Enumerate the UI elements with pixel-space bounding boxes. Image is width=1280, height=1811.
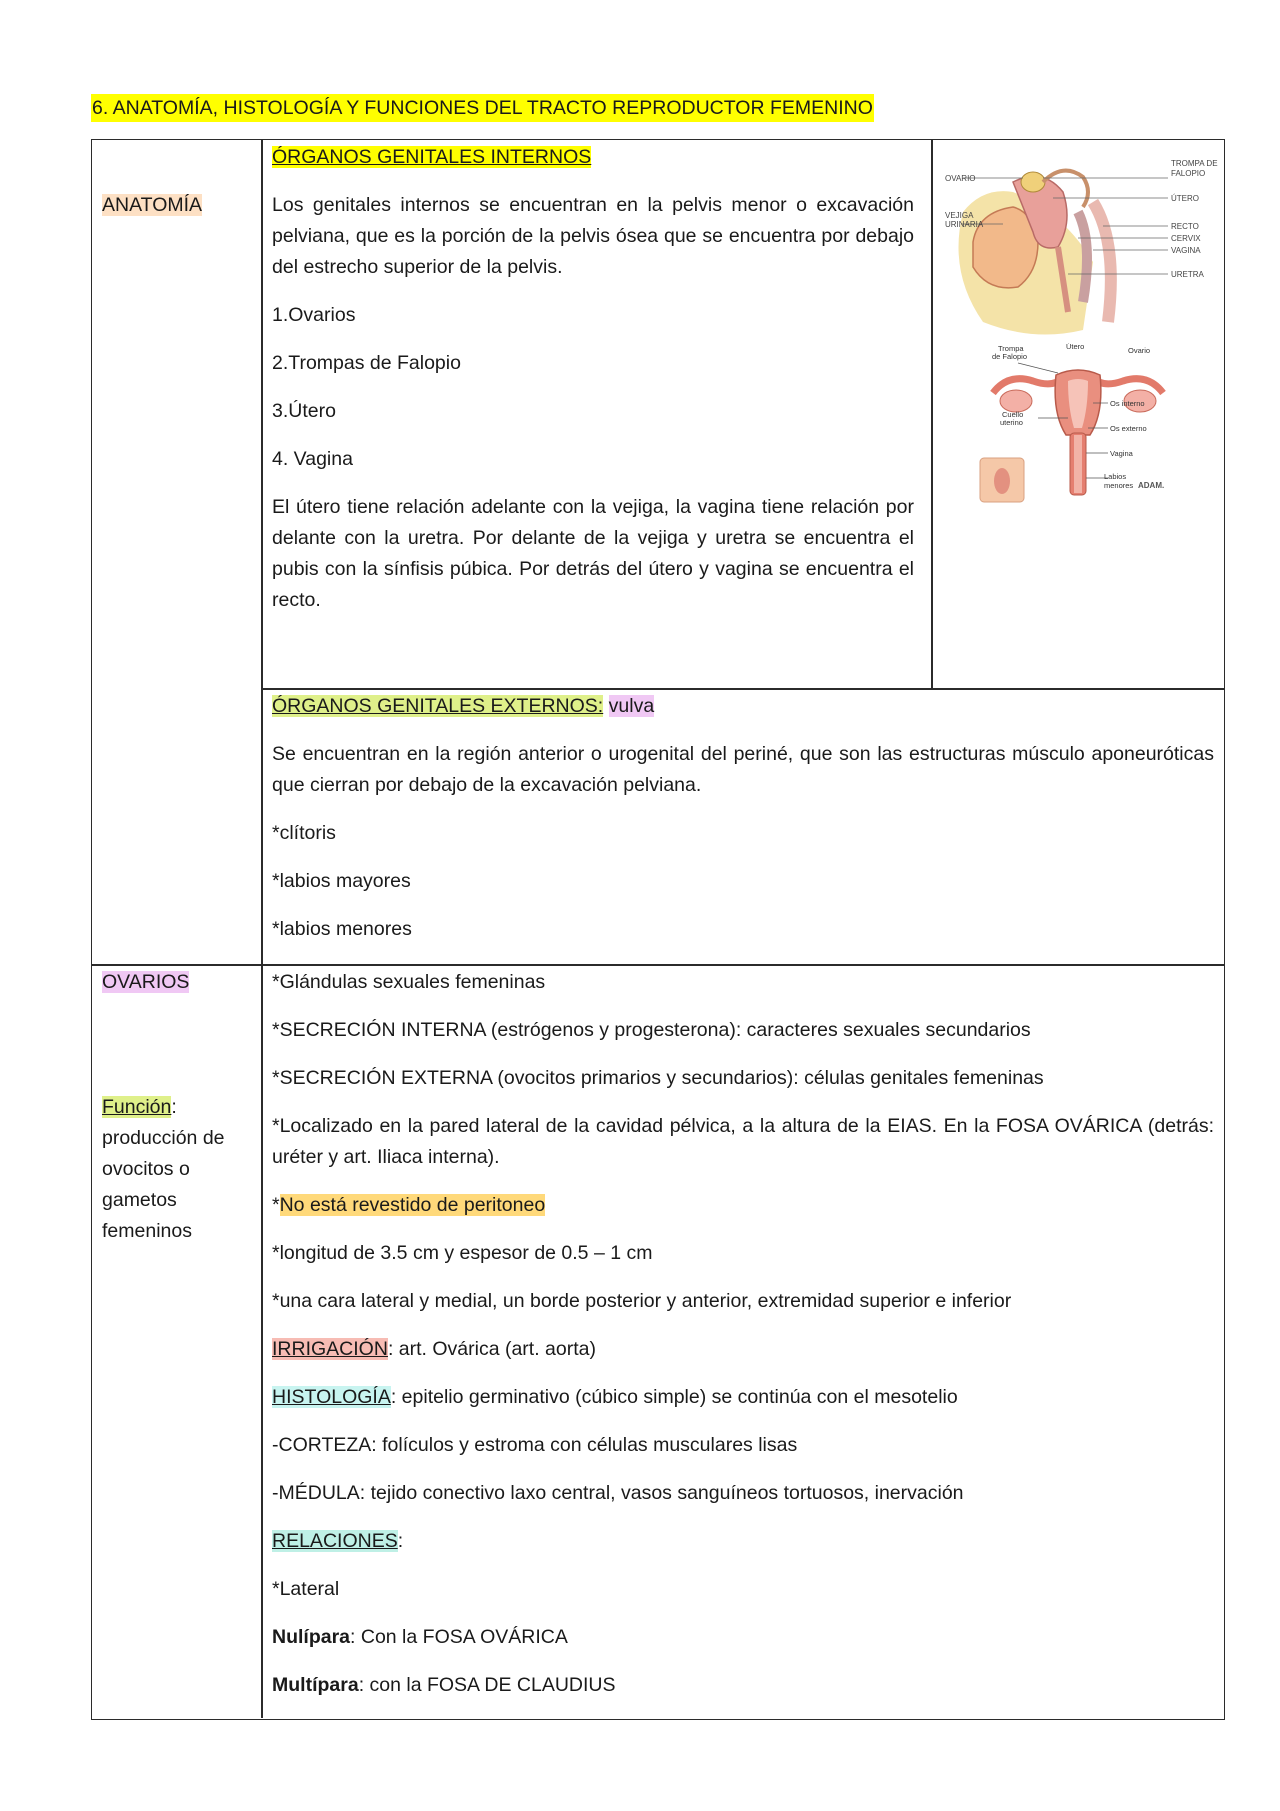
ovarios-line-medula: -MÉDULA: tejido conectivo laxo central, vasos sanguíneos tortuosos, inervación bbox=[272, 1482, 964, 1504]
fig2-label-os-externo: Os externo bbox=[1110, 424, 1147, 433]
ovarios-line-glandulas: *Glándulas sexuales femeninas bbox=[272, 971, 546, 993]
relaciones-label: RELACIONES bbox=[272, 1530, 398, 1552]
internos-item-ovarios: 1.Ovarios bbox=[272, 304, 356, 326]
figure-sagittal-section bbox=[943, 152, 1218, 340]
ovarios-content-cell bbox=[272, 967, 1214, 1718]
relaciones-colon: : bbox=[397, 1530, 404, 1552]
internos-item-utero: 3.Útero bbox=[272, 400, 336, 422]
fig1-label-utero: ÚTERO bbox=[1171, 194, 1199, 203]
ovarios-label-cell: OVARIOS Función: producción de ovocitos o gametos femeninos bbox=[102, 971, 225, 1242]
fig2-label-vagina: Vagina bbox=[1110, 449, 1133, 458]
anatomia-label-cell bbox=[102, 190, 252, 221]
ovarios-line-corteza: -CORTEZA: folículos y estroma con células musculares lisas bbox=[272, 1434, 798, 1456]
fig2-label-labios-2: menores bbox=[1104, 481, 1134, 490]
ovarios-line-secrecion-externa: *SECRECIÓN EXTERNA (ovocitos primarios y secundarios): células genitales femeninas bbox=[272, 1067, 1044, 1089]
fig1-label-recto: RECTO bbox=[1171, 222, 1199, 231]
funcion-text: producción de ovocitos o gametos femeninos bbox=[102, 1127, 225, 1242]
ovarios-line-caras: *una cara lateral y medial, un borde posterior y anterior, extremidad superior e inferior bbox=[272, 1290, 1012, 1312]
fig1-label-trompa-2: FALOPIO bbox=[1171, 169, 1206, 178]
internos-item-vagina: 4. Vagina bbox=[272, 448, 353, 470]
fig1-label-cervix: CERVIX bbox=[1171, 234, 1201, 243]
externos-heading: ÓRGANOS GENITALES EXTERNOS: bbox=[272, 695, 604, 717]
multipara-label: Multípara bbox=[272, 1674, 359, 1696]
column-divider bbox=[261, 140, 263, 1718]
fig1-label-vejiga-2: URINARIA bbox=[945, 220, 984, 229]
irrigacion-label: IRRIGACIÓN bbox=[272, 1338, 388, 1360]
funcion-label: Función bbox=[102, 1096, 172, 1118]
externos-heading-vulva: vulva bbox=[608, 695, 655, 717]
content-table bbox=[91, 139, 1225, 1720]
externos-item-labios-menores: *labios menores bbox=[272, 918, 412, 940]
adam-logo: ADAM. bbox=[1138, 481, 1165, 490]
fig2-label-labios-1: Labios bbox=[1104, 472, 1127, 481]
ovarios-label: OVARIOS bbox=[102, 971, 190, 993]
fig2-label-trompa-2: de Falopio bbox=[992, 352, 1028, 361]
internos-cell bbox=[272, 142, 914, 633]
ovarios-line-peritoneo: No está revestido de peritoneo bbox=[279, 1194, 546, 1216]
fig2-label-utero: Útero bbox=[1066, 343, 1085, 351]
nulipara-label: Nulípara bbox=[272, 1626, 351, 1648]
irrigacion-text: : art. Ovárica (art. aorta) bbox=[387, 1338, 596, 1360]
nulipara-text: : Con la FOSA OVÁRICA bbox=[350, 1626, 568, 1648]
externos-item-labios-mayores: *labios mayores bbox=[272, 870, 411, 892]
ovarios-line-peritoneo-star: * bbox=[272, 1194, 280, 1216]
internos-heading: ÓRGANOS GENITALES INTERNOS bbox=[272, 146, 592, 168]
fig2-label-os-interno: Os interno bbox=[1110, 399, 1145, 408]
figure-uterus-frontal bbox=[978, 343, 1178, 508]
row-divider-ovarios bbox=[92, 964, 1224, 966]
fig2-label-cuello-2: uterino bbox=[1000, 418, 1023, 427]
ovarios-line-localizacion: *Localizado en la pared lateral de la cavidad pélvica, a la altura de la EIAS. En la FOSA OVÁRICA (detrás: uréter y art. Iliaca interna). bbox=[272, 1115, 1214, 1168]
externos-cell bbox=[272, 691, 1214, 962]
row-divider-internos bbox=[261, 688, 1224, 690]
fig1-label-vagina: VAGINA bbox=[1171, 246, 1201, 255]
ovarios-line-longitud: *longitud de 3.5 cm y espesor de 0.5 – 1 cm bbox=[272, 1242, 653, 1264]
fig1-label-vejiga-1: VEJIGA bbox=[945, 211, 974, 220]
fig2-label-cuello-1: Cuello bbox=[1002, 410, 1024, 419]
histologia-text: : epitelio germinativo (cúbico simple) se continúa con el mesotelio bbox=[390, 1386, 958, 1408]
internos-intro: Los genitales internos se encuentran en la pelvis menor o excavación pelviana, que es la porción de la pelvis ósea que se encuentra por debajo del estrecho superior de la pelvis. bbox=[272, 194, 914, 278]
externos-intro: Se encuentran en la región anterior o urogenital del periné, que son las estructuras músculo aponeuróticas que cierran por debajo de la excavación pelviana. bbox=[272, 743, 1214, 796]
anatomia-label: ANATOMÍA bbox=[102, 194, 203, 216]
fig2-label-ovario: Ovario bbox=[1128, 346, 1151, 355]
fig1-label-trompa-1: TROMPA DE bbox=[1171, 159, 1218, 168]
internos-relation: El útero tiene relación adelante con la vejiga, la vagina tiene relación por delante con la uretra. Por delante de la vejiga y uretra se encuentra el pubis con la sínfisis púbica. Por detrás del útero y vagina se encuentra el recto. bbox=[272, 496, 914, 611]
page-title: 6. ANATOMÍA, HISTOLOGÍA Y FUNCIONES DEL TRACTO REPRODUCTOR FEMENINO bbox=[91, 94, 874, 122]
internos-item-trompas: 2.Trompas de Falopio bbox=[272, 352, 461, 374]
ovarios-line-lateral: *Lateral bbox=[272, 1578, 340, 1600]
fig1-label-ovario: OVARIO bbox=[945, 174, 976, 183]
fig2-label-trompa-1: Trompa bbox=[998, 344, 1024, 353]
ovarios-line-secrecion-interna: *SECRECIÓN INTERNA (estrógenos y progesterona): caracteres sexuales secundarios bbox=[272, 1019, 1031, 1041]
image-column-divider bbox=[931, 140, 933, 689]
externos-item-clitoris: *clítoris bbox=[272, 822, 336, 844]
histologia-label: HISTOLOGÍA bbox=[272, 1386, 391, 1408]
multipara-text: : con la FOSA DE CLAUDIUS bbox=[358, 1674, 616, 1696]
fig1-label-uretra: URETRA bbox=[1171, 270, 1204, 279]
